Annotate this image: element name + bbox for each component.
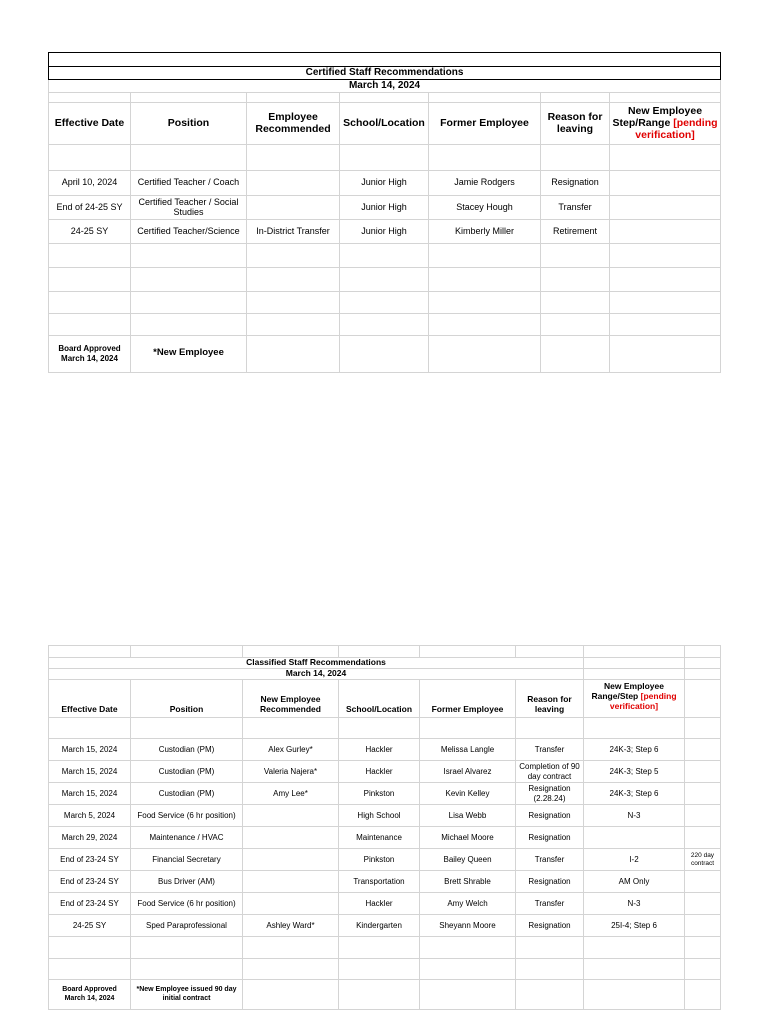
certified-footer-row <box>49 335 721 372</box>
cell-note <box>685 805 721 827</box>
table-row <box>49 783 721 805</box>
cell-reason: Resignation <box>541 170 610 195</box>
header-reason: Reason for leaving <box>516 680 584 718</box>
cell-step <box>584 827 685 849</box>
board-approved-note: Board Approved March 14, 2024 <box>49 335 131 372</box>
cell-recommended <box>243 827 339 849</box>
cell-school: Pinkston <box>339 783 420 805</box>
cell-note <box>685 739 721 761</box>
cell-step <box>610 170 721 195</box>
header-position: Position <box>131 680 243 718</box>
cell-recommended <box>247 195 340 219</box>
header-school-location: School/Location <box>340 102 429 144</box>
cell-recommended <box>243 849 339 871</box>
cell-reason: Resignation <box>516 827 584 849</box>
header-former-employee: Former Employee <box>420 680 516 718</box>
cell-position: Sped Paraprofessional <box>131 915 243 937</box>
cell-reason: Transfer <box>516 893 584 915</box>
cell-reason: Transfer <box>541 195 610 219</box>
cell-note <box>685 871 721 893</box>
cell-school: Junior High <box>340 195 429 219</box>
cell-school: Transportation <box>339 871 420 893</box>
header-school-location: School/Location <box>339 680 420 718</box>
cell-step <box>610 195 721 219</box>
header-effective-date: Effective Date <box>49 102 131 144</box>
cell-school: Hackler <box>339 739 420 761</box>
certified-staff-table <box>48 52 721 373</box>
cell-note <box>685 915 721 937</box>
cell-date: 24-25 SY <box>49 219 131 243</box>
table-row <box>49 739 721 761</box>
cell-recommended: Alex Gurley* <box>243 739 339 761</box>
classified-staff-table <box>48 645 721 1010</box>
cell-reason: Resignation <box>516 871 584 893</box>
header-employee-recommended: New Employee Recommended <box>243 680 339 718</box>
cell-recommended: Amy Lee* <box>243 783 339 805</box>
cell-school: Kindergarten <box>339 915 420 937</box>
table-row <box>49 219 721 243</box>
cell-former: Israel Alvarez <box>420 761 516 783</box>
header-new-step <box>584 680 685 718</box>
cell-note <box>685 893 721 915</box>
cell-position: Financial Secretary <box>131 849 243 871</box>
cell-former: Brett Shrable <box>420 871 516 893</box>
cell-step <box>610 219 721 243</box>
cell-former: Bailey Queen <box>420 849 516 871</box>
header-new-step-label: New Employee Step/Range <box>612 104 703 129</box>
cell-school: Hackler <box>339 761 420 783</box>
cell-position: Custodian (PM) <box>131 739 243 761</box>
cell-step: 24K-3; Step 6 <box>584 783 685 805</box>
certified-date: March 14, 2024 <box>49 80 721 93</box>
new-employee-note: *New Employee <box>131 335 247 372</box>
classified-title: Classified Staff Recommendations <box>49 658 584 669</box>
certified-header-row <box>49 102 721 144</box>
cell-reason: Resignation (2.28.24) <box>516 783 584 805</box>
cell-recommended <box>243 805 339 827</box>
table-row <box>49 893 721 915</box>
cell-date: March 15, 2024 <box>49 783 131 805</box>
cell-position: Custodian (PM) <box>131 761 243 783</box>
classified-header-row <box>49 680 721 718</box>
classified-footer-row <box>49 980 721 1010</box>
cell-date: End of 23-24 SY <box>49 849 131 871</box>
cell-school: Maintenance <box>339 827 420 849</box>
cell-date: March 15, 2024 <box>49 761 131 783</box>
header-reason: Reason for leaving <box>541 102 610 144</box>
cell-date: End of 23-24 SY <box>49 871 131 893</box>
cell-school: Junior High <box>340 219 429 243</box>
table-row <box>49 170 721 195</box>
cell-position: Food Service (6 hr position) <box>131 805 243 827</box>
cell-position: Certified Teacher / Coach <box>131 170 247 195</box>
cell-position: Bus Driver (AM) <box>131 871 243 893</box>
header-pending-note: [pending verification] <box>609 690 677 711</box>
cell-former: Lisa Webb <box>420 805 516 827</box>
board-approved-note: Board Approved March 14, 2024 <box>49 980 131 1010</box>
cell-recommended: Valeria Najera* <box>243 761 339 783</box>
certified-title: Certified Staff Recommendations <box>49 67 721 80</box>
table-row <box>49 915 721 937</box>
cell-date: March 5, 2024 <box>49 805 131 827</box>
cell-date: End of 24-25 SY <box>49 195 131 219</box>
cell-note: 220 day contract <box>685 849 721 871</box>
cell-note <box>685 827 721 849</box>
cell-recommended <box>247 170 340 195</box>
cell-recommended: Ashley Ward* <box>243 915 339 937</box>
cell-date: March 29, 2024 <box>49 827 131 849</box>
cell-school: Junior High <box>340 170 429 195</box>
table-row <box>49 761 721 783</box>
cell-step: N-3 <box>584 805 685 827</box>
table-row <box>49 805 721 827</box>
header-pending-note: [pending verification] <box>635 116 718 142</box>
cell-reason: Resignation <box>516 915 584 937</box>
cell-school: High School <box>339 805 420 827</box>
cell-step: AM Only <box>584 871 685 893</box>
header-effective-date: Effective Date <box>49 680 131 718</box>
cell-reason: Completion of 90 day contract <box>516 761 584 783</box>
cell-position: Certified Teacher / Social Studies <box>131 195 247 219</box>
cell-date: End of 23-24 SY <box>49 893 131 915</box>
header-employee-recommended: Employee Recommended <box>247 102 340 144</box>
table-row <box>49 195 721 219</box>
cell-former: Michael Moore <box>420 827 516 849</box>
cell-note <box>685 783 721 805</box>
table-row <box>49 871 721 893</box>
header-new-step <box>610 102 721 144</box>
classified-date: March 14, 2024 <box>49 669 584 680</box>
cell-position: Custodian (PM) <box>131 783 243 805</box>
cell-reason: Resignation <box>516 805 584 827</box>
cell-reason: Retirement <box>541 219 610 243</box>
cell-step: 24K-3; Step 5 <box>584 761 685 783</box>
cell-date: 24-25 SY <box>49 915 131 937</box>
cell-reason: Transfer <box>516 849 584 871</box>
table-row <box>49 827 721 849</box>
cell-school: Hackler <box>339 893 420 915</box>
cell-recommended: In-District Transfer <box>247 219 340 243</box>
cell-former: Sheyann Moore <box>420 915 516 937</box>
cell-position: Maintenance / HVAC <box>131 827 243 849</box>
cell-position: Certified Teacher/Science <box>131 219 247 243</box>
cell-step: 25I-4; Step 6 <box>584 915 685 937</box>
cell-step: I-2 <box>584 849 685 871</box>
cell-former: Kimberly Miller <box>429 219 541 243</box>
cell-date: March 15, 2024 <box>49 739 131 761</box>
table-row <box>49 849 721 871</box>
header-former-employee: Former Employee <box>429 102 541 144</box>
cell-former: Jamie Rodgers <box>429 170 541 195</box>
cell-step: N-3 <box>584 893 685 915</box>
cell-note <box>685 761 721 783</box>
cell-step: 24K-3; Step 6 <box>584 739 685 761</box>
cell-reason: Transfer <box>516 739 584 761</box>
new-employee-note: *New Employee issued 90 day initial contract <box>131 980 243 1010</box>
cell-recommended <box>243 893 339 915</box>
cell-school: Pinkston <box>339 849 420 871</box>
cell-recommended <box>243 871 339 893</box>
header-position: Position <box>131 102 247 144</box>
cell-former: Amy Welch <box>420 893 516 915</box>
cell-former: Kevin Kelley <box>420 783 516 805</box>
cell-position: Food Service (6 hr position) <box>131 893 243 915</box>
cell-former: Stacey Hough <box>429 195 541 219</box>
cell-date: April 10, 2024 <box>49 170 131 195</box>
certified-top-border-row <box>49 53 721 67</box>
cell-former: Melissa Langle <box>420 739 516 761</box>
header-new-step-label: New Employee Range/Step <box>591 681 664 701</box>
